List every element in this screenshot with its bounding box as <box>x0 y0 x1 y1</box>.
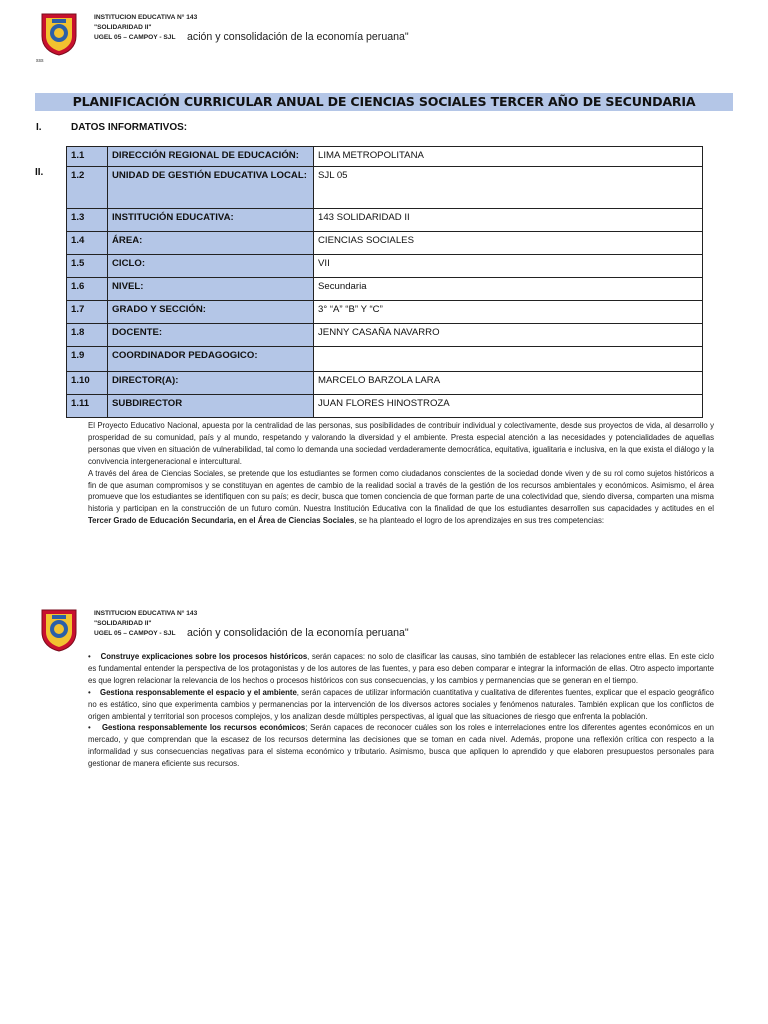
info-row-number: 1.6 <box>67 278 108 301</box>
competency-item <box>88 687 714 723</box>
general-data-table <box>66 146 703 418</box>
info-row-number: 1.11 <box>67 395 108 418</box>
info-row-number: 1.10 <box>67 372 108 395</box>
info-row <box>67 395 703 418</box>
info-row-value: SJL 05 <box>314 167 703 209</box>
competencies-list <box>88 651 714 770</box>
competency-text: , serán capaces de utilizar información cuantitativa y cualitativa de diferentes fuentes, explicar que el espacio geográfico no es estático, sino que experimenta cambios y permanencias por la intervención de los diversos actores sociales y fenómenos naturales. También explican que los conflictos de origen ambiental y territorial son procesos complejos, y los analizan desde múltiples perspectivas, al igual que las situaciones de riesgo que enfrenta la población. <box>88 687 714 721</box>
info-row-label: GRADO Y SECCIÓN: <box>108 301 314 324</box>
bullet-icon: • <box>88 687 91 697</box>
info-row-number: 1.5 <box>67 255 108 278</box>
info-row <box>67 324 703 347</box>
info-row-label: CICLO: <box>108 255 314 278</box>
bullet-icon: • <box>88 652 91 661</box>
section-1-number: I. <box>36 122 42 133</box>
info-row-number: 1.8 <box>67 324 108 347</box>
info-row <box>67 372 703 395</box>
intro-text <box>88 420 714 527</box>
school-line-2: "SOLIDARIDAD II" <box>94 620 152 627</box>
info-row-label: SUBDIRECTOR <box>108 395 314 418</box>
info-row <box>67 147 703 167</box>
info-row-label: INSTITUCIÓN EDUCATIVA: <box>108 209 314 232</box>
info-row <box>67 347 703 372</box>
info-row-value: LIMA METROPOLITANA <box>314 147 703 167</box>
info-row-label: DIRECTOR(A): <box>108 372 314 395</box>
info-row-number: 1.4 <box>67 232 108 255</box>
info-row <box>67 232 703 255</box>
info-row-value: JENNY CASAÑA NAVARRO <box>314 324 703 347</box>
info-row-number: 1.2 <box>67 167 108 209</box>
info-row-label: COORDINADOR PEDAGOGICO: <box>108 347 314 372</box>
intro-paragraph-2 <box>88 468 714 528</box>
competency-text: ; Serán capaces de reconocer cuáles son los roles e interrelaciones entre los diferentes agentes económicos en un mercado, y que comprendan que la escasez de los recursos determina las decisiones que se toman en cada nivel. Además, propone una reflexión crítica con respecto a la informalidad y sus consecuencias negativas para el sistema económico y tributario. Asimismo, busca que apliquen lo aprendido y que elaboren presupuestos personales para gestionar de manera eficiente sus recursos. <box>88 723 715 769</box>
info-row-number: 1.1 <box>67 147 108 167</box>
small-mark: sss <box>36 58 44 64</box>
info-row <box>67 167 703 209</box>
info-row <box>67 209 703 232</box>
info-row-value: VII <box>314 255 703 278</box>
info-row-value: 3° “A” “B” Y “C” <box>314 301 703 324</box>
competency-text: , serán capaces: no solo de clasificar las causas, sino también de establecer las relaciones entre ellas. En este ciclo es fundamental entender la perspectiva de los protagonistas y de los autores de las fuentes, y para eso deben comparar e integrar la información de ellas. Otro aspecto importante es que logren relacionar la relevancia de los hechos o procesos históricos con sus consecuencias, y los cambios y permanencias que se generan en el tiempo. <box>88 652 714 685</box>
competency-title: Construye explicaciones sobre los procesos históricos <box>100 652 308 661</box>
motto-text: ación y consolidación de la economía peruana" <box>187 31 409 43</box>
info-row <box>67 278 703 301</box>
info-row-value: 143 SOLIDARIDAD II <box>314 209 703 232</box>
info-row-label: DIRECCIÓN REGIONAL DE EDUCACIÓN: <box>108 147 314 167</box>
info-row-value: JUAN FLORES HINOSTROZA <box>314 395 703 418</box>
school-line-3: UGEL 05 – CAMPOY - SJL <box>94 630 176 637</box>
bullet-icon: • <box>88 723 91 733</box>
info-row-number: 1.9 <box>67 347 108 372</box>
intro-paragraph-2-text: A través del área de Ciencias Sociales, se pretende que los estudiantes se formen como ciudadanos conscientes de la sociedad donde viven y de su rol como sujetos históricos a fin de que asuman compromisos y se constituyan en agentes de cambio de la realidad social a través de la gestión de los recursos ambientales y económicos. Asimismo, el área promueve que los estudiantes se identifiquen con su país; es decir, busca que tomen conciencia de que forman parte de una colectividad que, siendo diversa, comparten una misma historia y participan en la construcción de un futuro común. Nuestra Institución Educativa con la finalidad de que los estudiantes desarrollen sus capacidades y actitudes en el <box>88 468 714 514</box>
info-row-label: DOCENTE: <box>108 324 314 347</box>
section-2-number: II. <box>35 167 44 178</box>
competency-title: Gestiona responsablemente los recursos económicos <box>101 723 306 733</box>
competency-title: Gestiona responsablemente el espacio y el ambiente <box>100 687 297 697</box>
info-row-value: Secundaria <box>314 278 703 301</box>
info-row-number: 1.7 <box>67 301 108 324</box>
info-row <box>67 255 703 278</box>
info-row <box>67 301 703 324</box>
school-name-block <box>94 13 197 43</box>
intro-paragraph-1: El Proyecto Educativo Nacional, apuesta por la centralidad de las personas, sus posibilidades de contribuir individual y colectivamente, desde sus proyectos de vida, al desarrollo y prosperidad de su comunidad, país y al mundo, respetando y valorando la diversidad y el ambiente. Presta especial atención a las necesidades y potencialidades de aquellas personas que viven en situación de vulnerabilidad, tal como lo demanda una sociedad verdaderamente democrática, equitativa, igualitaria e inclusiva, en la que exista el diálogo y la convivencia intergeneracional e intercultural. <box>88 421 714 466</box>
info-row-value: CIENCIAS SOCIALES <box>314 232 703 255</box>
intro-paragraph-2-end: , se ha planteado el logro de los aprendizajes en sus tres competencias: <box>354 516 605 526</box>
intro-paragraph-2-bold: Tercer Grado de Educación Secundaria, en el Área de Ciencias Sociales <box>88 516 355 526</box>
section-1-title: DATOS INFORMATIVOS: <box>71 122 188 133</box>
school-line-3: UGEL 05 – CAMPOY - SJL <box>94 34 176 41</box>
school-crest-logo <box>38 608 80 652</box>
competency-item <box>88 722 714 770</box>
school-name-block <box>94 609 197 639</box>
school-line-1: INSTITUCION EDUCATIVA N° 143 <box>94 610 198 617</box>
school-line-1: INSTITUCION EDUCATIVA N° 143 <box>94 14 198 21</box>
info-row-label: ÁREA: <box>108 232 314 255</box>
info-row-number: 1.3 <box>67 209 108 232</box>
info-row-value <box>314 347 703 372</box>
competency-item <box>88 651 714 687</box>
info-row-label: UNIDAD DE GESTIÓN EDUCATIVA LOCAL: <box>108 167 314 209</box>
page-title: PLANIFICACIÓN CURRICULAR ANUAL DE CIENCIAS SOCIALES TERCER AÑO DE SECUNDARIA <box>35 93 733 111</box>
school-line-2: "SOLIDARIDAD II" <box>94 24 152 31</box>
page-header <box>38 12 738 62</box>
motto-text: ación y consolidación de la economía peruana" <box>187 627 409 639</box>
info-row-label: NIVEL: <box>108 278 314 301</box>
school-crest-logo <box>38 12 80 56</box>
info-row-value: MARCELO BARZOLA LARA <box>314 372 703 395</box>
